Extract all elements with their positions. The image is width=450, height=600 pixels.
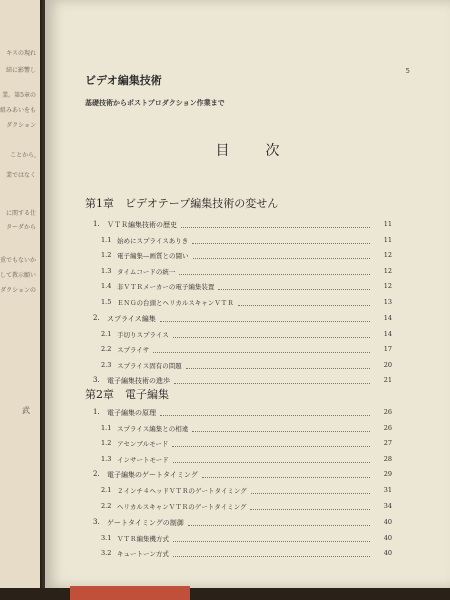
- toc-entry-title: スプライス編集: [107, 314, 156, 323]
- toc-entry: [45, 220, 450, 234]
- toc-entry-number: 1.2: [101, 439, 112, 448]
- toc-entry-number: 1.2: [101, 251, 112, 260]
- toc-entry-number: 2.: [93, 313, 100, 322]
- page-number: 5: [405, 67, 410, 75]
- dot-leader: [160, 320, 370, 322]
- toc-entry-number: 1.3: [101, 454, 112, 463]
- chapter-2-title: 第2章 電子編集: [85, 388, 169, 401]
- toc-entry: [45, 455, 450, 469]
- toc-page: [45, 0, 450, 588]
- dot-leader: [153, 351, 370, 353]
- left-page-line: 業。第5章の: [2, 92, 36, 99]
- dot-leader: [172, 445, 370, 447]
- toc-entry-number: 1.3: [101, 266, 112, 275]
- book-bottom-edge: [70, 586, 190, 600]
- left-page-line: に関する仕: [5, 210, 36, 217]
- toc-entry-page: 40: [383, 517, 392, 526]
- toc-entry-page: 31: [383, 486, 392, 495]
- toc-entry-number: 3.: [93, 517, 100, 526]
- toc-entry: [45, 236, 450, 250]
- dot-leader: [173, 555, 370, 557]
- dot-leader: [179, 273, 370, 275]
- toc-entry-page: 14: [383, 313, 392, 322]
- toc-entry-page: 12: [383, 266, 392, 275]
- toc-entry-title: ヘリカルスキャンＶＴＲのゲートタイミング: [117, 503, 247, 511]
- toc-entry-number: 2.3: [101, 360, 112, 369]
- toc-entry: [45, 534, 450, 548]
- toc-entry-number: 3.: [93, 376, 100, 385]
- toc-entry-title: 手切りスプライス: [117, 330, 169, 339]
- toc-entry-title: 電子編集のゲートタイミング: [107, 471, 198, 480]
- left-page-line: 業ではなく: [5, 172, 36, 179]
- left-page-line: ダクションの: [0, 287, 36, 294]
- toc-entry: [45, 330, 450, 344]
- toc-entry-page: 11: [383, 235, 392, 244]
- toc-entry: [45, 267, 450, 281]
- toc-entry: [45, 518, 450, 532]
- dot-leader: [218, 288, 370, 290]
- toc-entry-page: 17: [383, 345, 392, 354]
- left-page-line: 重でもないか: [0, 257, 36, 264]
- toc-entry: [45, 345, 450, 359]
- toc-entry-page: 26: [383, 408, 392, 416]
- toc-entry-page: 26: [383, 423, 392, 432]
- toc-entry: [45, 361, 450, 375]
- toc-entry-page: 21: [383, 376, 392, 385]
- toc-entry: [45, 439, 450, 453]
- toc-entry-title: 電子編集の原理: [107, 409, 156, 417]
- toc-entry-page: 12: [383, 282, 392, 291]
- toc-entry-page: 28: [383, 454, 392, 463]
- toc-entry-title: 電子編集技術の進歩: [107, 377, 170, 386]
- dot-leader: [250, 508, 370, 510]
- toc-entry-number: 2.1: [101, 486, 112, 495]
- toc-entry-number: 2.1: [101, 329, 112, 338]
- toc-entry-number: 1.: [93, 408, 100, 416]
- toc-entry-title: キュートーン方式: [117, 550, 169, 559]
- toc-entry-title: スプライス編集との相違: [117, 424, 189, 433]
- left-page-kanji: 武: [22, 406, 30, 415]
- toc-entry: [45, 282, 450, 296]
- toc-entry-page: 29: [383, 470, 392, 479]
- dot-leader: [188, 524, 370, 526]
- left-page-line: 組みあいをも: [0, 107, 36, 114]
- toc-entry-page: 13: [383, 298, 392, 306]
- toc-entry-number: 1.1: [101, 423, 112, 432]
- toc-entry-title: スプライス固有の問題: [117, 361, 182, 370]
- left-page-line: ダクション: [6, 122, 36, 129]
- toc-entry-number: 1.4: [101, 282, 112, 291]
- toc-entry: [45, 549, 450, 563]
- toc-entry-title: アセンブルモード: [117, 440, 169, 449]
- toc-entry-title: 非ＶＴＲメーカーの電子編集装置: [117, 283, 215, 292]
- toc-entry-title: ２インチ４ヘッドＶＴＲのゲートタイミング: [117, 487, 247, 496]
- toc-entry-title: 電子編集—画質との闘い: [117, 252, 189, 261]
- toc-entry: [45, 251, 450, 265]
- toc-entry-number: 2.: [93, 470, 100, 479]
- left-page-line: ことから,: [10, 152, 36, 159]
- dot-leader: [160, 414, 370, 416]
- left-page-line: して教示願い: [0, 272, 36, 279]
- toc-entry-number: 3.1: [101, 533, 112, 542]
- toc-entry-page: 20: [383, 360, 392, 369]
- dot-leader: [173, 461, 370, 463]
- toc-entry-page: 40: [383, 549, 392, 558]
- dot-leader: [193, 257, 370, 259]
- toc-entry-title: ゲートタイミングの制御: [107, 518, 184, 527]
- dot-leader: [192, 242, 370, 244]
- toc-entry-number: 1.: [93, 220, 100, 228]
- toc-entry-page: 12: [383, 251, 392, 260]
- toc-entry-number: 1.1: [101, 235, 112, 244]
- dot-leader: [174, 382, 370, 384]
- toc-entry-title: ＶＴＲ編集機方式: [117, 534, 169, 543]
- book-bottom-shadow: [0, 588, 450, 600]
- left-page-line: キスの現れ: [6, 50, 36, 57]
- dot-leader: [202, 476, 370, 478]
- toc-entry-title: 始めにスプライスありき: [117, 236, 189, 245]
- left-page-line: ターダから: [5, 224, 36, 231]
- book-subtitle: 基礎技術からポストプロダクション作業まで: [85, 99, 225, 107]
- dot-leader: [173, 336, 370, 338]
- toc-entry-number: 2.2: [101, 502, 112, 510]
- toc-entry-page: 27: [383, 439, 392, 448]
- toc-entry-page: 11: [383, 220, 392, 228]
- toc-entry-number: 2.2: [101, 345, 112, 354]
- toc-entry: [45, 502, 450, 516]
- toc-entry-title: ＥＮＧの台頭とヘリカルスキャンＶＴＲ: [117, 299, 234, 307]
- toc-entry: [45, 470, 450, 484]
- toc-entry-page: 14: [383, 329, 392, 338]
- toc-heading: 目次: [215, 143, 316, 159]
- dot-leader: [173, 540, 370, 542]
- book-title: ビデオ編集技術: [85, 74, 162, 87]
- toc-entry-title: インサートモード: [117, 455, 169, 464]
- left-page: [0, 0, 42, 588]
- toc-entry-page: 40: [383, 533, 392, 542]
- dot-leader: [186, 367, 370, 369]
- toc-entry: [45, 408, 450, 422]
- toc-entry-number: 3.2: [101, 549, 112, 558]
- toc-entry-page: 34: [383, 502, 392, 510]
- toc-entry: [45, 314, 450, 328]
- left-page-line: 結に影響し: [5, 67, 36, 74]
- toc-entry: [45, 298, 450, 312]
- dot-leader: [192, 430, 370, 432]
- dot-leader: [251, 492, 370, 494]
- toc-entry: [45, 424, 450, 438]
- toc-entry-number: 1.5: [101, 298, 112, 306]
- dot-leader: [181, 226, 370, 228]
- chapter-1-title: 第1章 ビデオテープ編集技術の変せん: [85, 197, 279, 210]
- toc-entry-title: スプライサ: [117, 346, 150, 355]
- toc-entry-title: ＶＴＲ編集技術の歴史: [107, 221, 177, 229]
- toc-entry-title: タイムコードの統一: [117, 267, 176, 276]
- dot-leader: [238, 304, 370, 306]
- toc-entry: [45, 486, 450, 500]
